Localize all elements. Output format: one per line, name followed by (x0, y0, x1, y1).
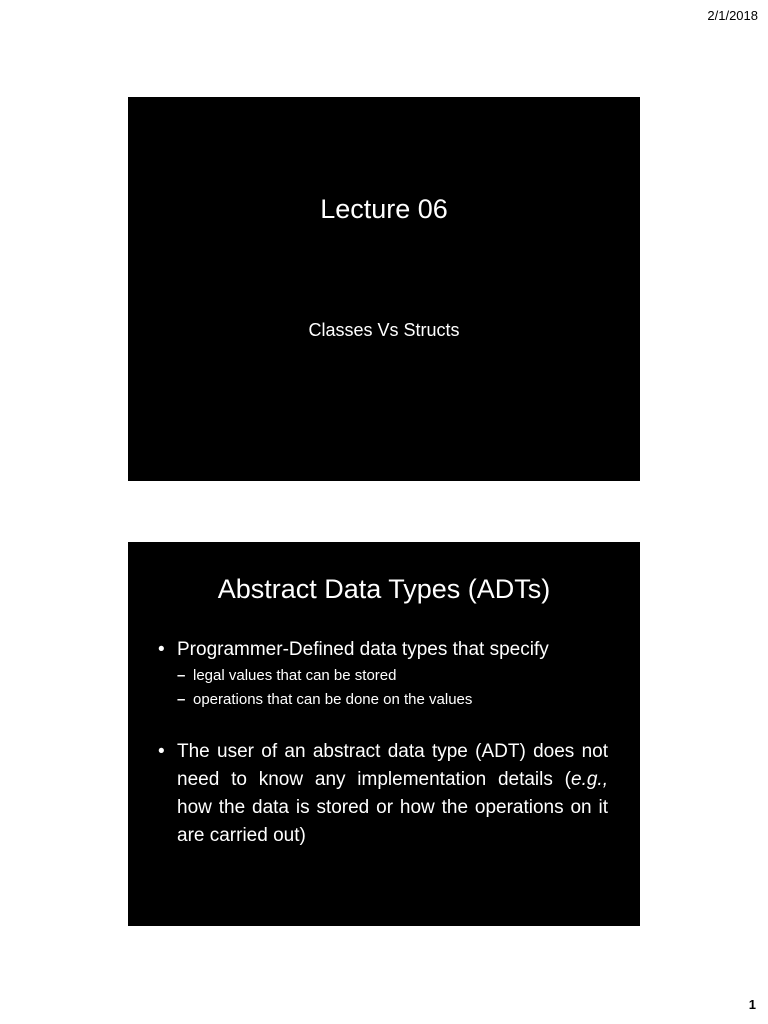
sub-bullet-text: legal values that can be stored (193, 667, 397, 684)
page-number: 1 (748, 997, 756, 1012)
bullet-text: Programmer-Defined data types that specify (177, 639, 549, 660)
bullet-marker: • (158, 741, 165, 762)
sub-bullet-item (177, 688, 608, 712)
sub-bullet-marker: – (177, 667, 186, 684)
bullet-text: how the data is stored or how the operations on it are carried out) (177, 797, 608, 846)
page-date: 2/1/2018 (707, 8, 758, 23)
bullet-marker: • (158, 639, 165, 660)
sub-bullet-item (177, 664, 608, 688)
slide-1-title: Lecture 06 (320, 194, 448, 224)
sub-bullet-text: operations that can be done on the values (193, 691, 473, 708)
bullet-list (158, 636, 608, 850)
slide-1-subtitle: Classes Vs Structs (308, 320, 460, 340)
slide-1 (128, 97, 640, 481)
slide-2 (128, 542, 640, 926)
bullet-text-italic: e.g., (571, 769, 608, 790)
sub-bullet-list (177, 664, 608, 712)
bullet-item (158, 738, 608, 850)
bullet-text: The user of an abstract data type (ADT) does not need to know any implementation details ( (177, 741, 608, 790)
slide-2-title: Abstract Data Types (ADTs) (217, 574, 551, 604)
bullet-item (158, 636, 608, 712)
sub-bullet-marker: – (177, 691, 186, 708)
